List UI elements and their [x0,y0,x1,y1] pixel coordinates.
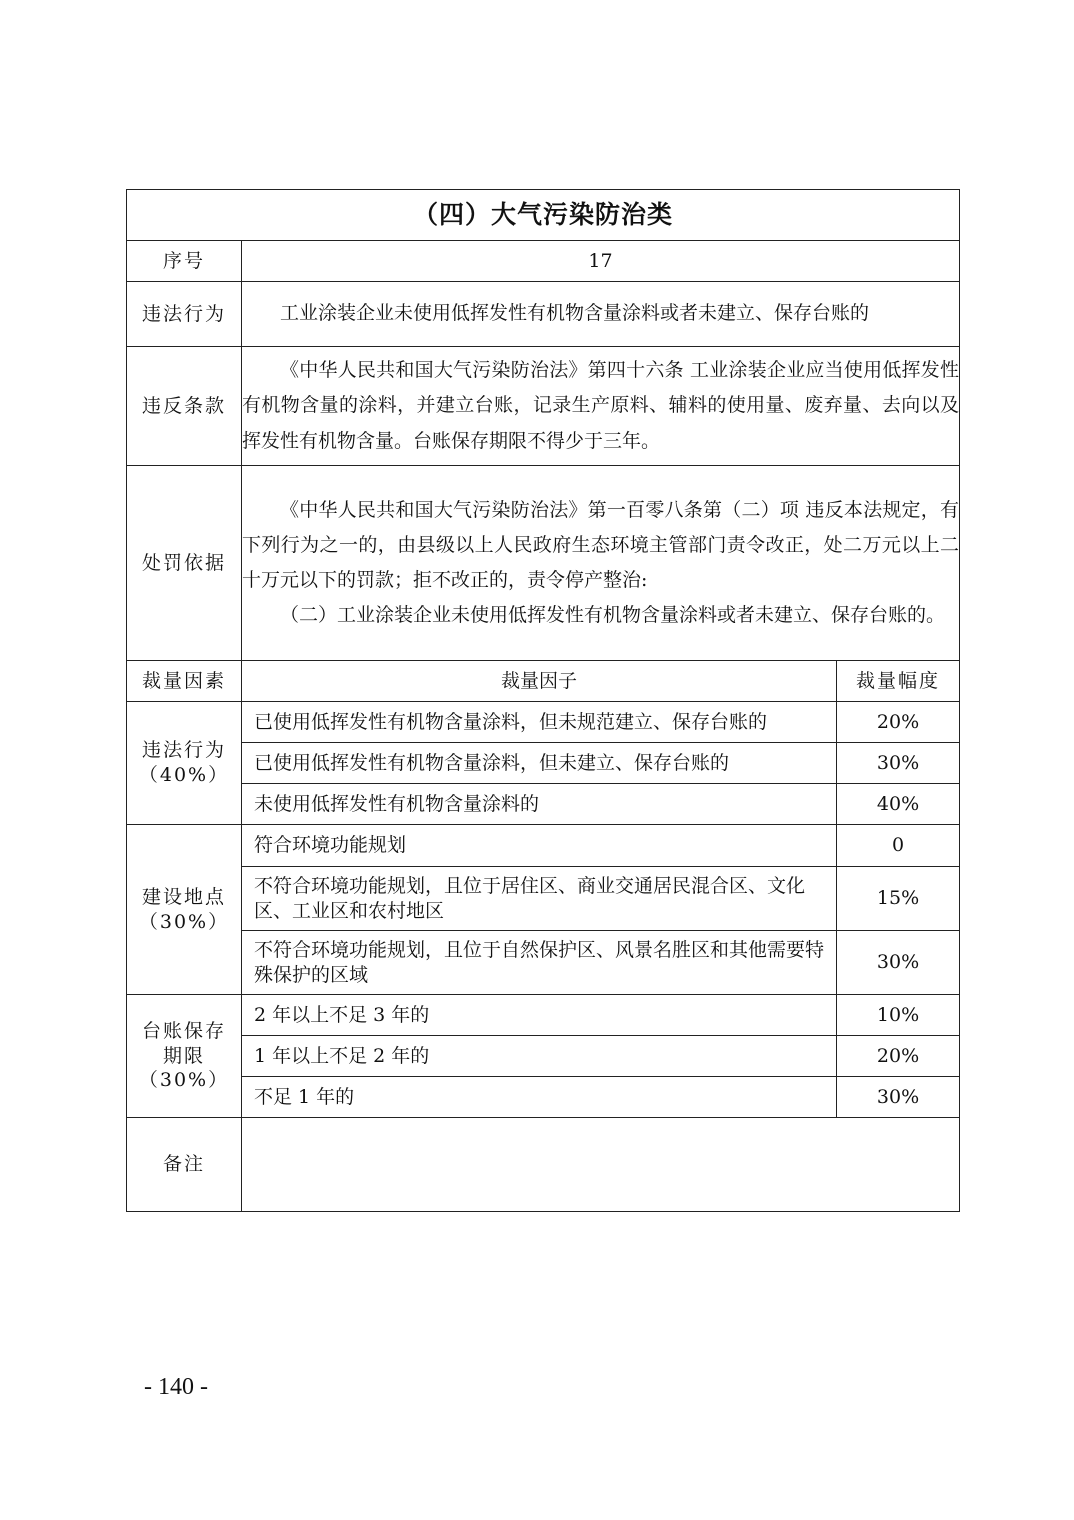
serial-label: 序号 [127,241,242,282]
violation-row [127,282,960,347]
item-value: 10% [837,995,960,1036]
violation-text: 工业涂装企业未使用低挥发性有机物含量涂料或者未建立、保存台账的 [280,302,870,325]
range-header: 裁量幅度 [837,661,960,702]
group-name-line-2: 期限 [162,1044,205,1067]
element-header: 裁量因子 [242,661,837,702]
penalty-discretion-table [126,189,960,1212]
table-row [127,1036,960,1077]
group-location-factor [127,825,242,995]
remarks-label: 备注 [127,1118,242,1212]
factor-header: 裁量因素 [127,661,242,702]
item-text: 已使用低挥发性有机物含量涂料，但未建立、保存台账的 [242,743,837,784]
group-name: 建设地点 [141,885,226,908]
item-text: 不符合环境功能规划，且位于居住区、商业交通居民混合区、文化区、工业区和农村地区 [242,867,837,931]
item-value: 30% [837,1077,960,1118]
item-text: 未使用低挥发性有机物含量涂料的 [242,784,837,825]
item-value: 20% [837,702,960,743]
provision-row [127,347,960,466]
penalty-label: 处罚依据 [127,466,242,661]
table-row [127,743,960,784]
title-row [127,190,960,241]
table-row [127,931,960,995]
item-text: 不符合环境功能规划，且位于自然保护区、风景名胜区和其他需要特殊保护的区域 [242,931,837,995]
serial-value: 17 [242,241,960,282]
provision-text: 《中华人民共和国大气污染防治法》第四十六条 工业涂装企业应当使用低挥发性有机物含量的涂料，并建立台账，记录生产原料、辅料的使用量、废弃量、去向以及挥发性有机物含量。台账保存期限不得少于三年。 [242,359,960,452]
group-violation-factor [127,702,242,825]
table-row [127,867,960,931]
penalty-paragraph-2: （二）工业涂装企业未使用低挥发性有机物含量涂料或者未建立、保存台账的。 [280,604,946,627]
item-value: 15% [837,867,960,931]
remarks-value [242,1118,960,1212]
item-text: 符合环境功能规划 [242,825,837,867]
item-value: 0 [837,825,960,867]
penalty-row [127,466,960,661]
group-retention-factor [127,995,242,1118]
remarks-row [127,1118,960,1212]
violation-label: 违法行为 [127,282,242,347]
group-name-line-1: 台账保存 [141,1019,226,1042]
table-row [127,995,960,1036]
item-text: 1 年以上不足 2 年的 [242,1036,837,1077]
group-weight: （30%） [138,910,230,933]
table-row [127,702,960,743]
penalty-paragraph-1: 《中华人民共和国大气污染防治法》第一百零八条第（二）项 违反本法规定，有下列行为之一的，由县级以上人民政府生态环境主管部门责令改正，处二万元以上二十万元以下的罚款；拒不改正的，责令停产整治: [242,498,960,591]
provision-label: 违反条款 [127,347,242,466]
serial-row [127,241,960,282]
table-title: （四）大气污染防治类 [127,190,960,241]
table-row [127,825,960,867]
group-name: 违法行为 [141,739,226,762]
group-weight: （40%） [138,764,230,786]
item-text: 不足 1 年的 [242,1077,837,1118]
item-value: 20% [837,1036,960,1077]
item-text: 已使用低挥发性有机物含量涂料，但未规范建立、保存台账的 [242,702,837,743]
item-text: 2 年以上不足 3 年的 [242,995,837,1036]
group-weight: （30%） [138,1069,230,1092]
item-value: 40% [837,784,960,825]
item-value: 30% [837,743,960,784]
table-row [127,1077,960,1118]
page-number: - 140 - [144,1374,208,1400]
discretion-header-row [127,661,960,702]
item-value: 30% [837,931,960,995]
table-row [127,784,960,825]
